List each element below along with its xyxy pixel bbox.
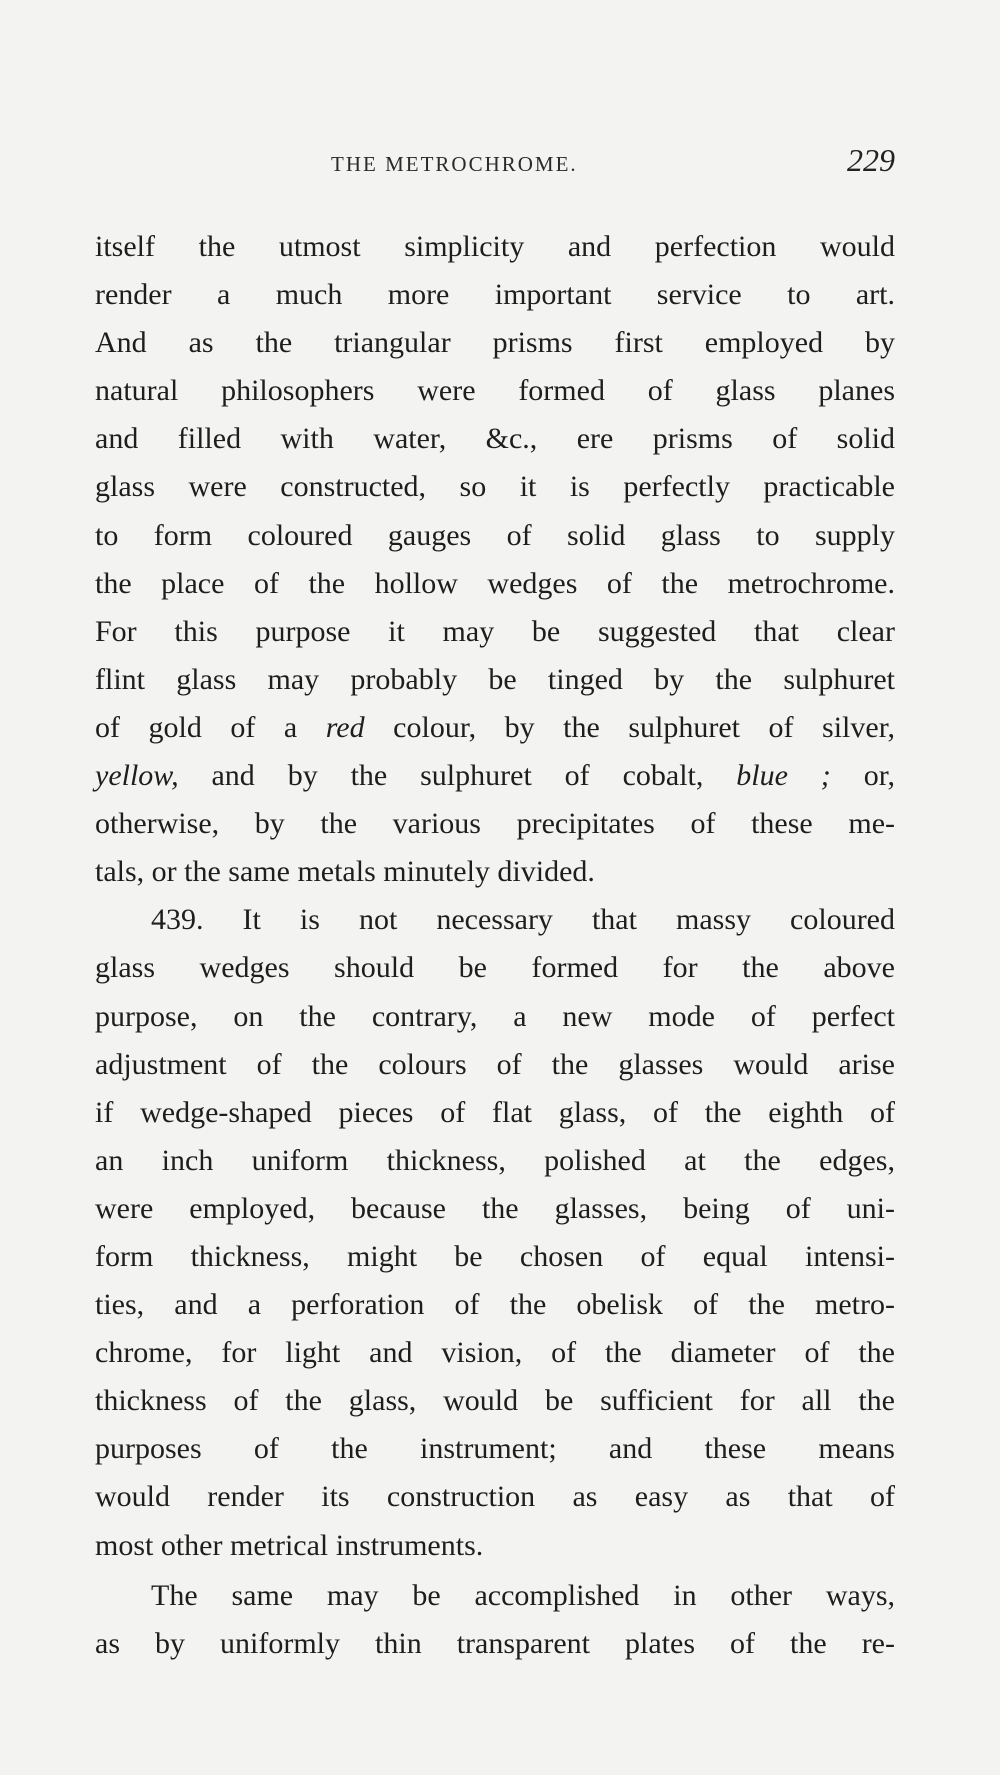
text-line: And as the triangular prisms first employed by [95, 326, 895, 360]
page-number: 229 [847, 142, 895, 178]
text-line: were employed, because the glasses, being of uni- [95, 1191, 895, 1225]
text-line: For this purpose it may be suggested that clear [95, 614, 895, 648]
text-line: form thickness, might be chosen of equal intensi- [95, 1239, 895, 1273]
text-run: colour, by the sulphuret of silver, [364, 710, 895, 744]
page-header [95, 142, 895, 182]
text-line: itself the utmost simplicity and perfection would [95, 230, 895, 263]
text-line: and filled with water, &c., ere prisms of solid [95, 422, 895, 456]
text-line: flint glass may probably be tinged by the sulphuret [95, 662, 895, 696]
text-line: otherwise, by the various precipitates of these me- [95, 807, 895, 841]
text-line: would render its construction as easy as that of [95, 1480, 895, 1514]
text-line: chrome, for light and vision, of the diameter of the [95, 1336, 895, 1370]
text-line: natural philosophers were formed of glass planes [95, 374, 895, 408]
text-line: the place of the hollow wedges of the metrochrome. [95, 566, 895, 600]
text-line: glass wedges should be formed for the above [95, 951, 895, 985]
paragraph-start-line: 439. It is not necessary that massy coloured [151, 903, 895, 937]
running-head: THE METROCHROME. [331, 152, 578, 176]
text-line: to form coloured gauges of solid glass to supply [95, 518, 895, 552]
text-run: and by the sulphuret of cobalt, [178, 759, 737, 793]
text-line: most other metrical instruments. [95, 1528, 484, 1562]
text-line: render a much more important service to art. [95, 278, 895, 312]
text-line: an inch uniform thickness, polished at the edges, [95, 1143, 895, 1177]
text-line [95, 752, 895, 800]
text-run: of gold of a [95, 710, 326, 744]
text-line: as by uniformly thin transparent plates of the re- [95, 1626, 895, 1660]
text-line: purposes of the instrument; and these means [95, 1432, 895, 1466]
text-line: purpose, on the contrary, a new mode of perfect [95, 999, 895, 1033]
italic-word: red [325, 710, 365, 744]
paragraph-start-line: The same may be accomplished in other ways, [151, 1578, 895, 1612]
text-run: or, [830, 759, 895, 793]
text-line: thickness of the glass, would be sufficient for all the [95, 1384, 895, 1418]
text-line [95, 704, 895, 752]
text-line: adjustment of the colours of the glasses would arise [95, 1047, 895, 1081]
text-line: ties, and a perforation of the obelisk of the metro- [95, 1288, 895, 1322]
italic-word: yellow, [95, 759, 179, 793]
text-line: if wedge-shaped pieces of flat glass, of the eighth of [95, 1095, 895, 1129]
text-line: glass were constructed, so it is perfectly practicable [95, 470, 895, 504]
body-text [95, 223, 895, 1668]
italic-word: blue ; [736, 759, 831, 793]
text-line: tals, or the same metals minutely divided. [95, 855, 595, 889]
